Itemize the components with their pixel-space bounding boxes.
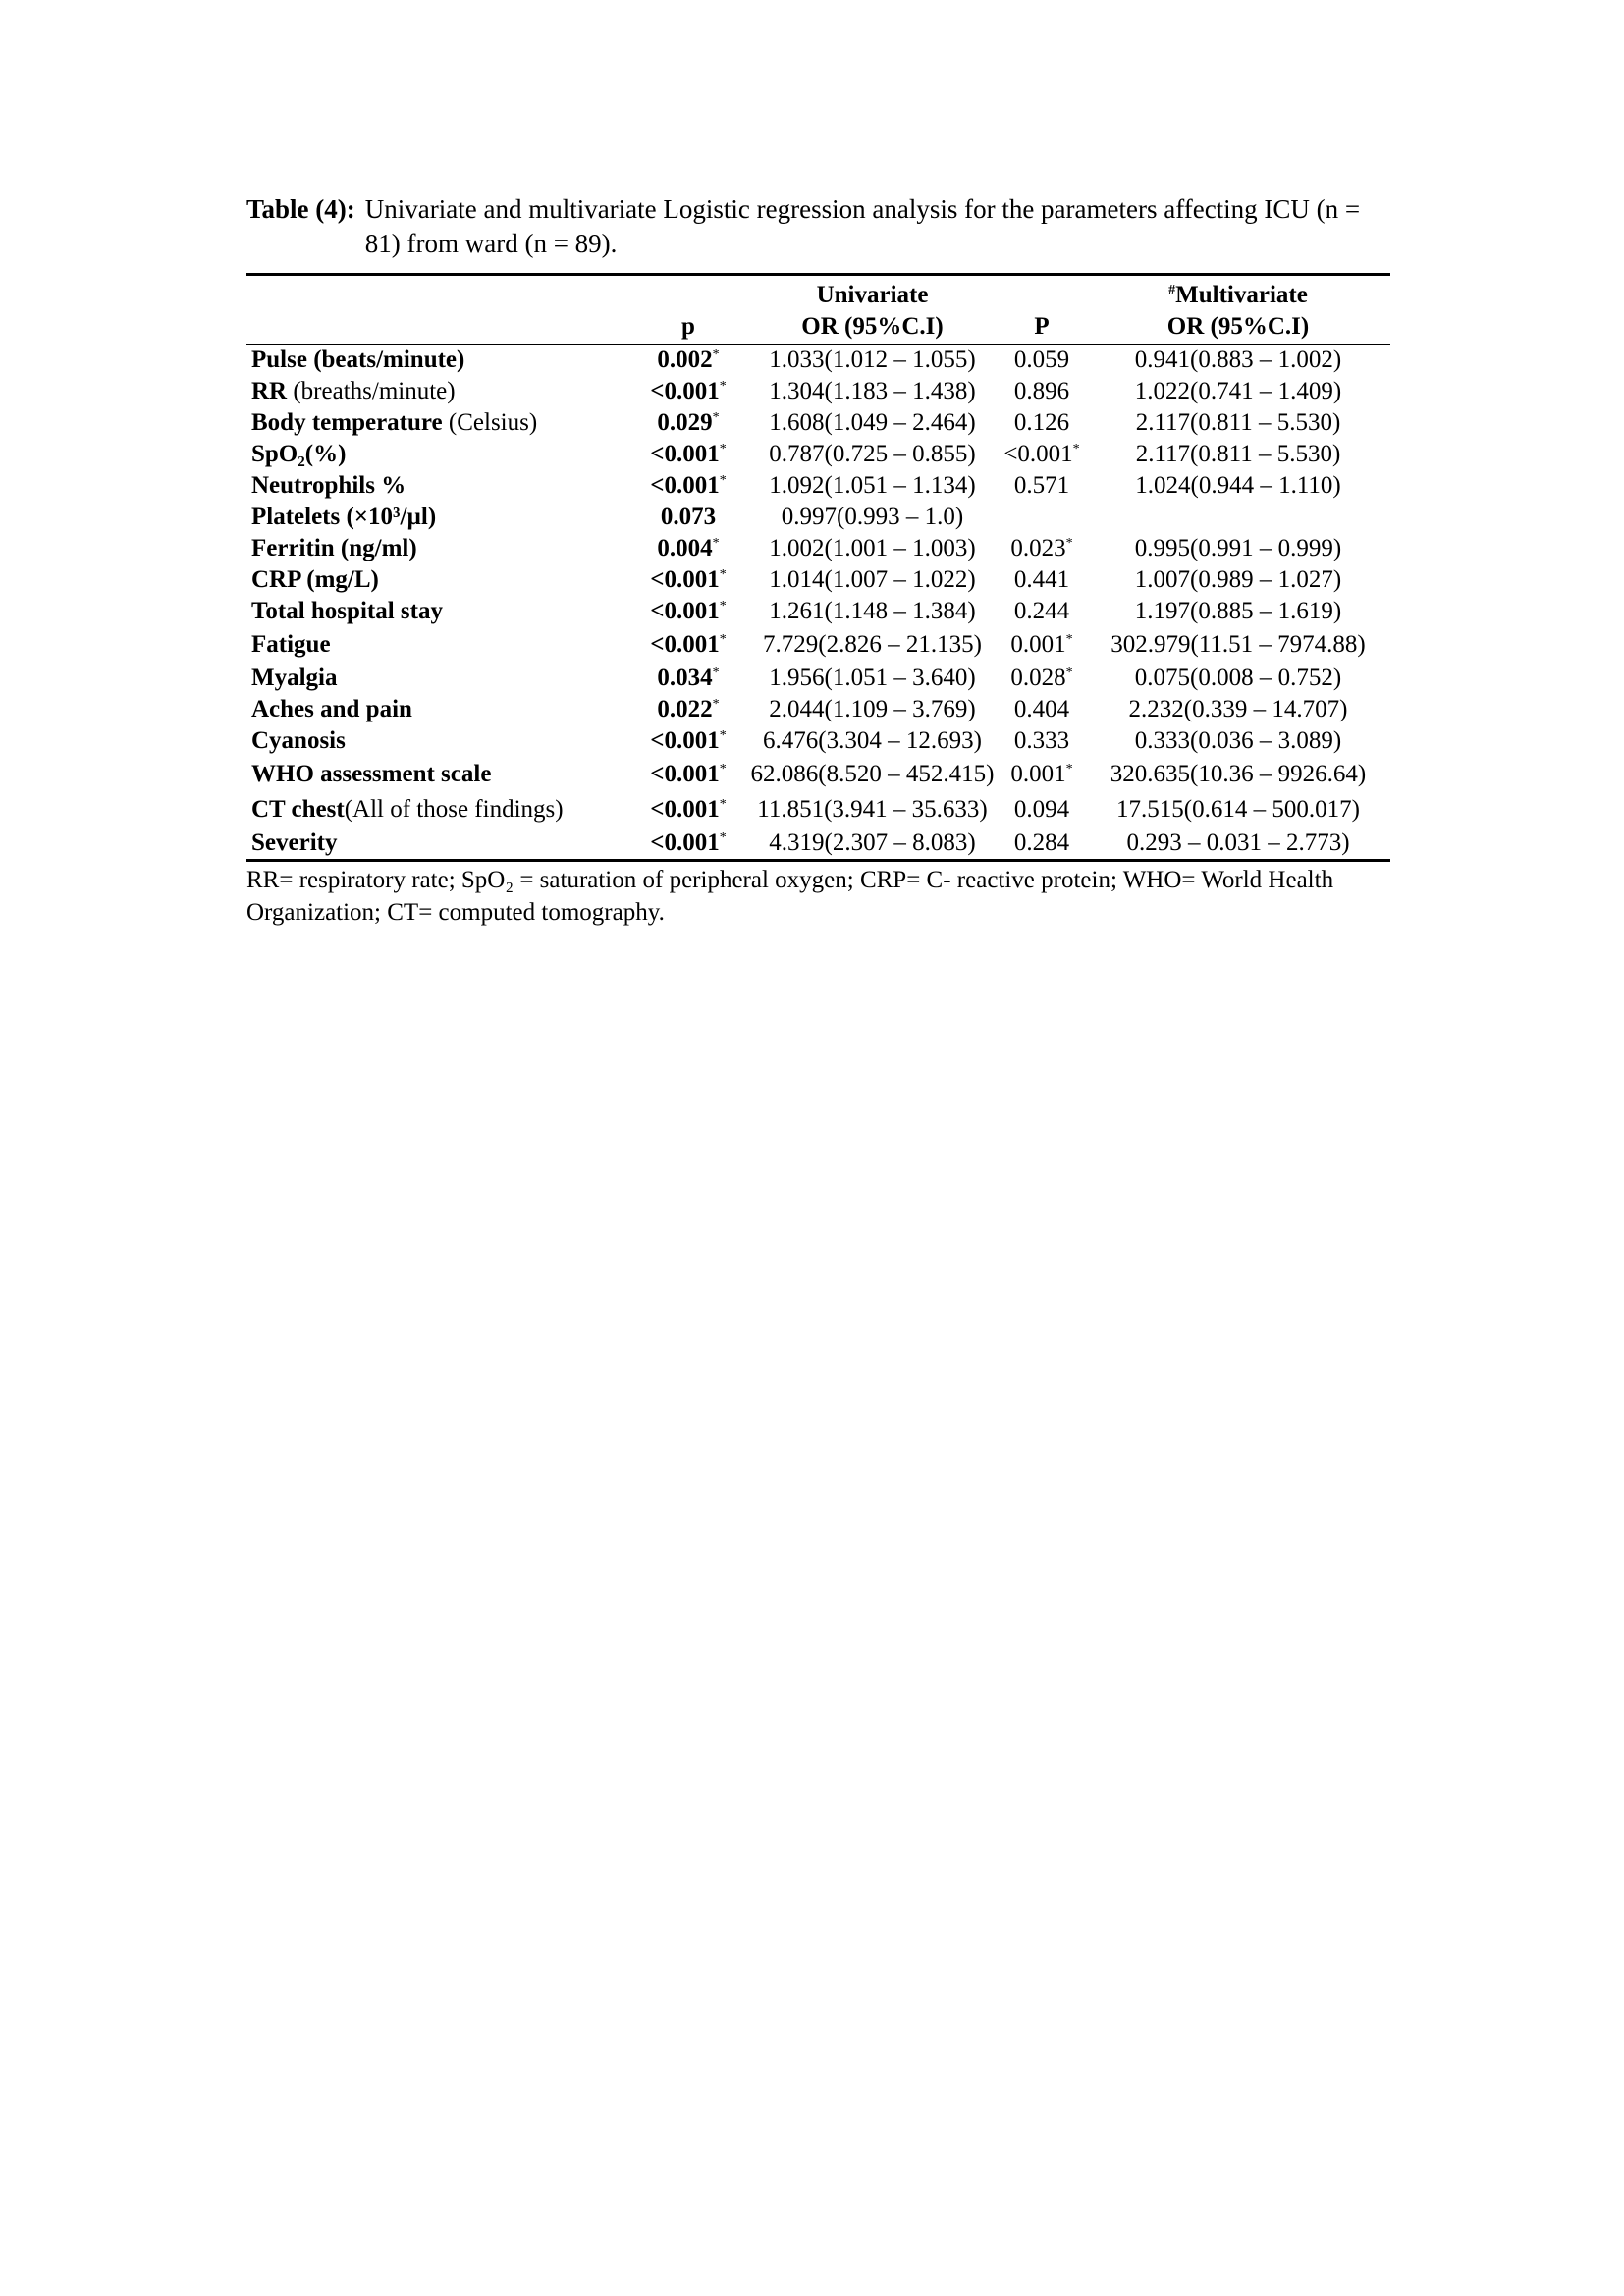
variable-name: Aches and pain — [251, 696, 412, 722]
significance-mark: * — [719, 567, 727, 582]
variable-name: Total hospital stay — [251, 598, 443, 624]
table-row — [246, 502, 1390, 533]
univariate-p-value: 0.004 — [657, 535, 713, 561]
univariate-or: 1.033(1.012 – 1.055) — [769, 347, 976, 373]
header-multivariate — [1086, 275, 1390, 312]
univariate-or: 1.092(1.051 – 1.134) — [769, 472, 976, 499]
significance-mark: * — [719, 797, 727, 812]
header-univariate: Univariate — [747, 275, 998, 312]
univariate-p — [629, 376, 747, 407]
significance-mark: * — [1072, 442, 1080, 456]
univariate-p — [629, 596, 747, 627]
univariate-p — [629, 627, 747, 663]
univariate-p-value: <0.001 — [650, 631, 720, 658]
table-row — [246, 596, 1390, 627]
univariate-or: 62.086(8.520 – 452.415) — [750, 761, 995, 787]
variable-unit: (All of those findings) — [344, 796, 564, 823]
caption-label: Table (4): — [246, 194, 355, 224]
univariate-or: 1.261(1.148 – 1.384) — [769, 598, 976, 624]
univariate-or: 1.608(1.049 – 2.464) — [769, 409, 976, 436]
univariate-p-value: <0.001 — [650, 727, 720, 754]
table-footnote: RR= respiratory rate; SpO₂ = saturation of peripheral oxygen; CRP= C- reactive protein; WHO= World Health Organization; CT= computed tomography. — [246, 867, 1334, 926]
multivariate-p — [998, 564, 1086, 596]
significance-mark: * — [719, 473, 727, 488]
multivariate-p — [998, 725, 1086, 757]
multivariate-or: 1.197(0.885 – 1.619) — [1134, 598, 1342, 624]
univariate-p-value: 0.022 — [657, 696, 713, 722]
significance-mark: * — [1065, 536, 1073, 551]
variable-name: Ferritin (ng/ml) — [251, 535, 417, 561]
variable-name: Severity — [251, 829, 338, 856]
multivariate-p-value: 0.896 — [1013, 378, 1070, 404]
multivariate-or: 1.022(0.741 – 1.409) — [1134, 378, 1342, 404]
multivariate-p-value: 0.441 — [1013, 566, 1070, 593]
univariate-p — [629, 564, 747, 596]
row-variable — [246, 757, 629, 792]
significance-mark: * — [1065, 632, 1073, 647]
variable-unit: (breaths/minute) — [287, 378, 456, 404]
significance-mark: * — [719, 762, 727, 776]
row-variable — [246, 694, 629, 725]
variable-name: RR — [251, 378, 288, 404]
multivariate-p-value: 0.284 — [1013, 829, 1070, 856]
variable-name: Platelets (×10³/µl) — [251, 504, 437, 530]
univariate-p — [629, 502, 747, 533]
multivariate-or: 1.024(0.944 – 1.110) — [1135, 472, 1341, 499]
multivariate-or: 0.995(0.991 – 0.999) — [1134, 535, 1342, 561]
univariate-or: 11.851(3.941 – 35.633) — [757, 796, 988, 823]
row-variable — [246, 407, 629, 439]
multivariate-p — [998, 407, 1086, 439]
multivariate-or: 1.007(0.989 – 1.027) — [1134, 566, 1342, 593]
univariate-or: 1.304(1.183 – 1.438) — [769, 378, 976, 404]
univariate-p — [629, 828, 747, 861]
variable-name: SpO₂(%) — [251, 441, 347, 467]
univariate-p-value: <0.001 — [650, 761, 720, 787]
header-group-row — [246, 275, 1390, 312]
multivariate-p-value: 0.059 — [1013, 347, 1070, 373]
table-block — [246, 192, 1390, 929]
row-variable — [246, 502, 629, 533]
multivariate-p-value: 0.571 — [1013, 472, 1070, 499]
significance-mark: * — [712, 697, 720, 712]
multivariate-p — [998, 470, 1086, 502]
univariate-p-value: <0.001 — [650, 378, 720, 404]
univariate-p-value: <0.001 — [650, 566, 720, 593]
multivariate-p-value: 0.244 — [1013, 598, 1070, 624]
multivariate-or: 0.075(0.008 – 0.752) — [1134, 665, 1342, 691]
variable-name: CRP (mg/L) — [251, 566, 379, 593]
row-variable — [246, 792, 629, 828]
table-row — [246, 407, 1390, 439]
multivariate-label: Multivariate — [1175, 282, 1308, 308]
univariate-p-value: <0.001 — [650, 472, 720, 499]
multivariate-or: 0.293 – 0.031 – 2.773) — [1086, 828, 1390, 861]
variable-name: Pulse (beats/minute) — [251, 347, 465, 373]
multivariate-p — [998, 596, 1086, 627]
header-row — [246, 311, 1390, 345]
header-p-multivariate: P — [998, 311, 1086, 345]
univariate-or: 1.002(1.001 – 1.003) — [769, 535, 976, 561]
regression-table — [246, 273, 1390, 862]
significance-mark: * — [712, 666, 720, 680]
variable-unit: (Celsius) — [442, 409, 538, 436]
multivariate-p — [998, 627, 1086, 663]
univariate-p-value: 0.073 — [660, 504, 717, 530]
significance-mark: * — [719, 830, 727, 845]
univariate-p-value: <0.001 — [650, 441, 720, 467]
univariate-p — [629, 757, 747, 792]
row-variable — [246, 470, 629, 502]
multivariate-p-value: 0.094 — [1013, 796, 1070, 823]
univariate-p — [629, 694, 747, 725]
table-row — [246, 627, 1390, 663]
multivariate-or — [1086, 502, 1390, 533]
header-p-univariate: p — [629, 311, 747, 345]
significance-mark: * — [719, 442, 727, 456]
significance-mark: * — [719, 728, 727, 743]
variable-name: Fatigue — [251, 631, 331, 658]
univariate-p — [629, 470, 747, 502]
row-variable — [246, 376, 629, 407]
multivariate-or: 0.333(0.036 – 3.089) — [1134, 727, 1342, 754]
univariate-or: 6.476(3.304 – 12.693) — [763, 727, 982, 754]
significance-mark: * — [1065, 666, 1073, 680]
table-row — [246, 828, 1390, 861]
caption-text: Univariate and multivariate Logistic regression analysis for the parameters affecting ICU (n = 81) from ward (n = 89). — [364, 194, 1361, 258]
multivariate-p — [998, 533, 1086, 564]
multivariate-p — [998, 439, 1086, 470]
table-row — [246, 792, 1390, 828]
significance-mark: * — [712, 410, 720, 425]
univariate-p — [629, 345, 747, 377]
univariate-p-value: 0.002 — [657, 347, 713, 373]
significance-mark: * — [712, 347, 720, 362]
univariate-or: 1.014(1.007 – 1.022) — [769, 566, 976, 593]
significance-mark: * — [1065, 762, 1073, 776]
univariate-p — [629, 792, 747, 828]
univariate-or: 1.956(1.051 – 3.640) — [769, 665, 976, 691]
multivariate-p-value: 0.126 — [1013, 409, 1070, 436]
row-variable — [246, 663, 629, 694]
univariate-p-value: <0.001 — [650, 598, 720, 624]
row-variable — [246, 345, 629, 377]
multivariate-p — [998, 694, 1086, 725]
variable-name: Myalgia — [251, 665, 338, 691]
univariate-p-value: 0.034 — [657, 665, 713, 691]
multivariate-or: 2.117(0.811 – 5.530) — [1135, 441, 1341, 467]
variable-name: Neutrophils % — [251, 472, 406, 499]
multivariate-or: 320.635(10.36 – 9926.64) — [1110, 761, 1367, 787]
univariate-p — [629, 725, 747, 757]
multivariate-p — [998, 663, 1086, 694]
multivariate-p-value: 0.404 — [1013, 696, 1070, 722]
table-row — [246, 725, 1390, 757]
table-row — [246, 376, 1390, 407]
multivariate-p-value: 0.001 — [1010, 761, 1066, 787]
table-row — [246, 439, 1390, 470]
header-or-univariate: OR (95%C.I) — [747, 311, 998, 345]
multivariate-or: 2.232(0.339 – 14.707) — [1128, 696, 1348, 722]
multivariate-or: 17.515(0.614 – 500.017) — [1116, 796, 1360, 823]
row-variable — [246, 627, 629, 663]
significance-mark: * — [719, 379, 727, 394]
multivariate-p — [998, 757, 1086, 792]
variable-name: CT chest — [251, 796, 345, 823]
univariate-or: 7.729(2.826 – 21.135) — [763, 631, 982, 658]
variable-name: Body temperature — [251, 409, 443, 436]
multivariate-p — [998, 792, 1086, 828]
row-variable — [246, 439, 629, 470]
univariate-p — [629, 533, 747, 564]
multivariate-p-value: 0.023 — [1010, 535, 1066, 561]
univariate-p-value: <0.001 — [650, 829, 720, 856]
univariate-p-value: <0.001 — [650, 796, 720, 823]
significance-mark: * — [712, 536, 720, 551]
multivariate-or: 302.979(11.51 – 7974.88) — [1110, 631, 1366, 658]
multivariate-p-value: 0.333 — [1013, 727, 1070, 754]
row-variable — [246, 596, 629, 627]
univariate-p — [629, 663, 747, 694]
univariate-or: 4.319(2.307 – 8.083) — [747, 828, 998, 861]
table-row — [246, 533, 1390, 564]
row-variable — [246, 564, 629, 596]
table-row — [246, 694, 1390, 725]
significance-mark: * — [719, 632, 727, 647]
variable-name: WHO assessment scale — [251, 761, 492, 787]
significance-mark: * — [719, 599, 727, 614]
multivariate-p — [998, 345, 1086, 377]
variable-name: Cyanosis — [251, 727, 346, 754]
univariate-or: 0.787(0.725 – 0.855) — [769, 441, 976, 467]
multivariate-p — [998, 828, 1086, 861]
row-variable — [246, 725, 629, 757]
row-variable — [246, 533, 629, 564]
table-row — [246, 757, 1390, 792]
table-row — [246, 345, 1390, 377]
table-row — [246, 564, 1390, 596]
multivariate-p-value: <0.001 — [1003, 441, 1073, 467]
multivariate-mark: # — [1168, 283, 1176, 297]
table-caption — [246, 192, 1390, 261]
univariate-p — [629, 439, 747, 470]
univariate-or: 2.044(1.109 – 3.769) — [769, 696, 976, 722]
row-variable — [246, 828, 629, 861]
univariate-p — [629, 407, 747, 439]
table-row — [246, 663, 1390, 694]
multivariate-p — [998, 502, 1086, 533]
multivariate-p-value: 0.001 — [1010, 631, 1066, 658]
univariate-or: 0.997(0.993 – 1.0) — [781, 504, 964, 530]
table-body — [246, 345, 1390, 861]
multivariate-p-value: 0.028 — [1010, 665, 1066, 691]
multivariate-p — [998, 376, 1086, 407]
header-or-multivariate: OR (95%C.I) — [1086, 311, 1390, 345]
multivariate-or: 0.941(0.883 – 1.002) — [1134, 347, 1342, 373]
univariate-p-value: 0.029 — [657, 409, 713, 436]
table-row — [246, 470, 1390, 502]
multivariate-or: 2.117(0.811 – 5.530) — [1135, 409, 1341, 436]
